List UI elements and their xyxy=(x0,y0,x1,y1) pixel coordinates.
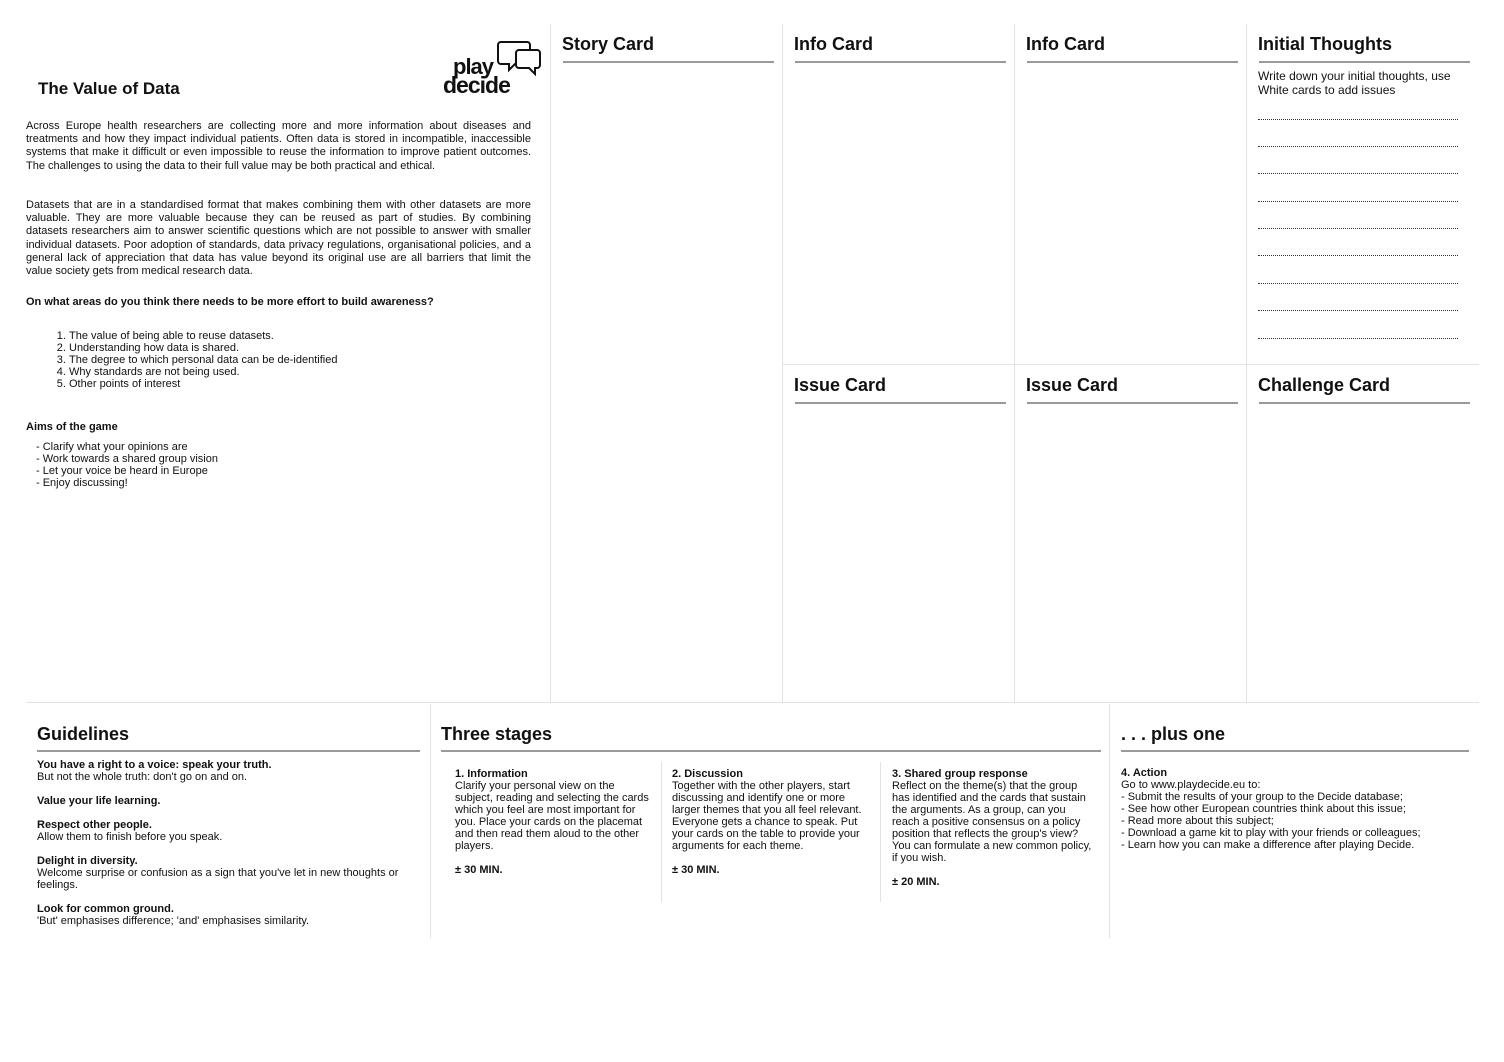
info-card-1-rule xyxy=(795,61,1006,63)
thought-line[interactable] xyxy=(1258,119,1458,120)
thought-line[interactable] xyxy=(1258,338,1458,339)
intro-paragraph-2: Datasets that are in a standardised format that makes combining them with other datasets are more valuable. They are more valuable because they can be reused as part of studies. By combining datasets researchers aim to answer scientific questions which are not possible to answer with smaller individual datasets. Poor adoption of standards, data privacy regulations, organisational policies, and a general lack of appreciation that data has value beyond its original use are all barriers that limit the value society gets from medical research data. xyxy=(26,199,531,278)
intro-paragraph-1: Across Europe health researchers are collecting more and more information about diseases and treatments and how they impact individual patients. Often data is stored in incompatible, inaccessible systems that make it difficult or even impossible to reuse the information to improve patient outcomes. The challenges to using the data to their full value may be both practical and ethical. xyxy=(26,120,531,172)
divider-stage-2-3 xyxy=(880,762,881,902)
stage-duration: ± 20 MIN. xyxy=(892,876,940,888)
stage-shared-response: 3. Shared group response Reflect on the theme(s) that the group has identified and the cards that sustain the arguments. As a group, can you reach a positive consensus on a policy position that reflects the group's view? You can formulate a new common policy, if you wish. ± 20 MIN. xyxy=(892,768,1092,888)
issue-card-2-title: Issue Card xyxy=(1026,375,1119,395)
plus-one-title: . . . plus one xyxy=(1121,724,1226,744)
stage-duration: ± 30 MIN. xyxy=(455,864,503,876)
guidelines-title: Guidelines xyxy=(37,724,130,744)
thought-line[interactable] xyxy=(1258,173,1458,174)
stages-rule xyxy=(441,750,1101,752)
initial-thoughts-rule xyxy=(1259,61,1470,63)
guidelines-rule xyxy=(37,750,420,752)
info-card-2-title: Info Card xyxy=(1026,34,1105,54)
action-block: 4. Action Go to www.playdecide.eu to: - Submit the results of your group to the Decide database; - See how other European countries think about this issue; - Read more about this subject; - Download a game kit to play with your friends or colleagues; - Learn how you can make a difference after playing Decide. xyxy=(1121,767,1421,851)
list-item: 1. The value of being able to reuse datasets. xyxy=(69,330,337,342)
divider-intro-story xyxy=(550,24,551,702)
info-card-1-title: Info Card xyxy=(794,34,873,54)
divider-top-bottom xyxy=(26,702,1479,703)
divider-stage-1-2 xyxy=(661,762,662,902)
divider-info-info xyxy=(1014,24,1015,702)
guideline-item: You have a right to a voice: speak your truth. But not the whole truth: don't go on and on. xyxy=(37,759,272,783)
awareness-areas-list xyxy=(26,330,337,390)
list-item: 2. Understanding how data is shared. xyxy=(69,342,337,354)
info-card-2-rule xyxy=(1027,61,1238,63)
divider-story-info xyxy=(782,24,783,702)
page-title: The Value of Data xyxy=(38,79,180,98)
initial-thoughts-title: Initial Thoughts xyxy=(1258,34,1392,54)
thought-line[interactable] xyxy=(1258,255,1458,256)
divider-info-thoughts xyxy=(1246,24,1247,702)
story-card-title: Story Card xyxy=(562,34,655,54)
guideline-item: Value your life learning. xyxy=(37,795,161,807)
divider-upper-lower-cards xyxy=(783,364,1479,365)
thought-line[interactable] xyxy=(1258,283,1458,284)
issue-card-1-title: Issue Card xyxy=(794,375,887,395)
awareness-question: On what areas do you think there needs to be more effort to build awareness? xyxy=(26,296,434,308)
list-item: - See how other European countries think about this issue; xyxy=(1121,803,1406,815)
divider-guidelines-stages xyxy=(430,704,431,938)
divider-stages-plusone xyxy=(1109,704,1110,938)
list-item: - Submit the results of your group to the Decide database; xyxy=(1121,791,1403,803)
guideline-item: Look for common ground. 'But' emphasises difference; 'and' emphasises similarity. xyxy=(37,903,310,927)
logo-word-decide: decide xyxy=(443,72,510,98)
list-item: - Clarify what your opinions are xyxy=(36,441,188,453)
list-item: - Let your voice be heard in Europe xyxy=(36,465,208,477)
issue-card-2-rule xyxy=(1027,402,1238,404)
thought-line[interactable] xyxy=(1258,201,1458,202)
issue-card-1-rule xyxy=(795,402,1006,404)
logo-word-play: play xyxy=(453,54,494,79)
guideline-item: Respect other people. Allow them to finish before you speak. xyxy=(37,819,223,843)
initial-thoughts-prompt: Write down your initial thoughts, use White cards to add issues xyxy=(1258,69,1451,97)
list-item: 4. Why standards are not being used. xyxy=(69,366,337,378)
stages-title: Three stages xyxy=(441,724,553,744)
list-item: - Work towards a shared group vision xyxy=(36,453,218,465)
list-item: - Enjoy discussing! xyxy=(36,477,128,489)
thought-line[interactable] xyxy=(1258,146,1458,147)
challenge-card-title: Challenge Card xyxy=(1258,375,1391,395)
playdecide-logo xyxy=(443,36,543,98)
list-item: 5. Other points of interest xyxy=(69,378,337,390)
stage-information: 1. Information Clarify your personal view on the subject, reading and selecting the cards which you feel are most important for you. Place your cards on the placemat and then read them aloud to the other players. ± 30 MIN. xyxy=(455,768,649,876)
stage-duration: ± 30 MIN. xyxy=(672,864,720,876)
thought-line[interactable] xyxy=(1258,310,1458,311)
stage-discussion: 2. Discussion Together with the other players, start discussing and identify one or more larger themes that you all feel relevant. Everyone gets a chance to speak. Put your cards on the table to provide your arguments for each theme. ± 30 MIN. xyxy=(672,768,868,876)
list-item: - Download a game kit to play with your friends or colleagues; xyxy=(1121,827,1421,839)
list-item: - Read more about this subject; xyxy=(1121,815,1274,827)
thought-line[interactable] xyxy=(1258,228,1458,229)
list-item: - Learn how you can make a difference after playing Decide. xyxy=(1121,839,1415,851)
aims-list xyxy=(36,441,218,489)
guideline-item: Delight in diversity. Welcome surprise or confusion as a sign that you've let in new thoughts or feelings. xyxy=(37,855,399,892)
plus-one-rule xyxy=(1121,750,1469,752)
story-card-rule xyxy=(563,61,774,63)
aims-title: Aims of the game xyxy=(26,421,118,433)
challenge-card-rule xyxy=(1259,402,1470,404)
list-item: 3. The degree to which personal data can be de-identified xyxy=(69,354,337,366)
